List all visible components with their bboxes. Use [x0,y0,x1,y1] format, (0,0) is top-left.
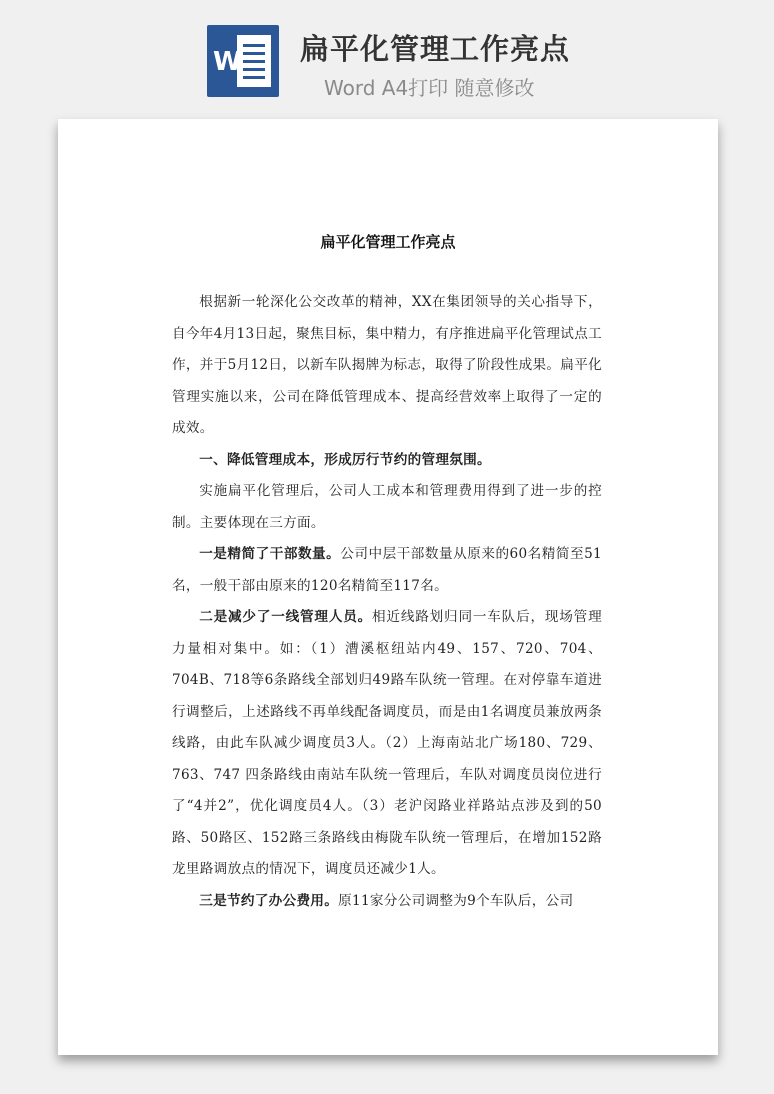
section-heading-1: 一、降低管理成本，形成厉行节约的管理氛围。 [199,451,491,468]
header [0,0,774,118]
point-1-lead: 一是精简了干部数量。 [199,546,341,562]
paragraph-intro: 根据新一轮深化公交改革的精神，XX在集团领导的关心指导下，自今年4月13日起，聚焦目标，集中精力，有序推进扁平化管理试点工作，并于5月12日，以新车队揭牌为标志，取得了阶段性成果。扁平化管理实施以来，公司在降低管理成本、提高经营效率上取得了一定的成效。 [172,294,602,436]
document-body [172,287,602,917]
point-2-lead: 二是减少了一线管理人员。 [199,609,373,625]
header-subtitle: Word A4打印 随意修改 [324,76,535,100]
point-3-text: 原11家分公司调整为9个车队后，公司 [338,892,574,909]
document-title: 扁平化管理工作亮点 [320,233,456,251]
word-letter: W [213,47,242,77]
paragraph-point-3 [172,886,602,918]
document-page [58,119,718,1055]
header-title: 扁平化管理工作亮点 [300,32,571,66]
paragraph-point-1 [172,539,602,602]
paragraph-point-2 [172,602,602,886]
paragraph-section-intro: 实施扁平化管理后，公司人工成本和管理费用得到了进一步的控制。主要体现在三方面。 [172,483,602,531]
word-icon [207,25,279,97]
point-2-text: 相近线路划归同一车队后，现场管理力量相对集中。如：（1）漕溪枢纽站内49、157、720、704、704B、718等6条路线全部划归49路车队统一管理。在对停靠车道进行调整后，上述路线不再单线配备调度员，而是由1名调度员兼放两条线路，由此车队减少调度员3人。（2）上海南站北广场180、729、763、747 四条路线由南站车队统一管理后，车队对调度员岗位进行了“4并2”，优化调度员4人。（3）老沪闵路业祥路站点涉及到的50路、50路区、152路三条路线由梅陇车队统一管理后，在增加152路龙里路调放点的情况下，调度员还减少1人。 [172,609,602,877]
point-3-lead: 三是节约了办公费用。 [199,892,339,909]
point-1-text: 公司中层干部数量从原来的60名精简至51名，一般干部由原来的120名精简至117名。 [172,546,602,594]
